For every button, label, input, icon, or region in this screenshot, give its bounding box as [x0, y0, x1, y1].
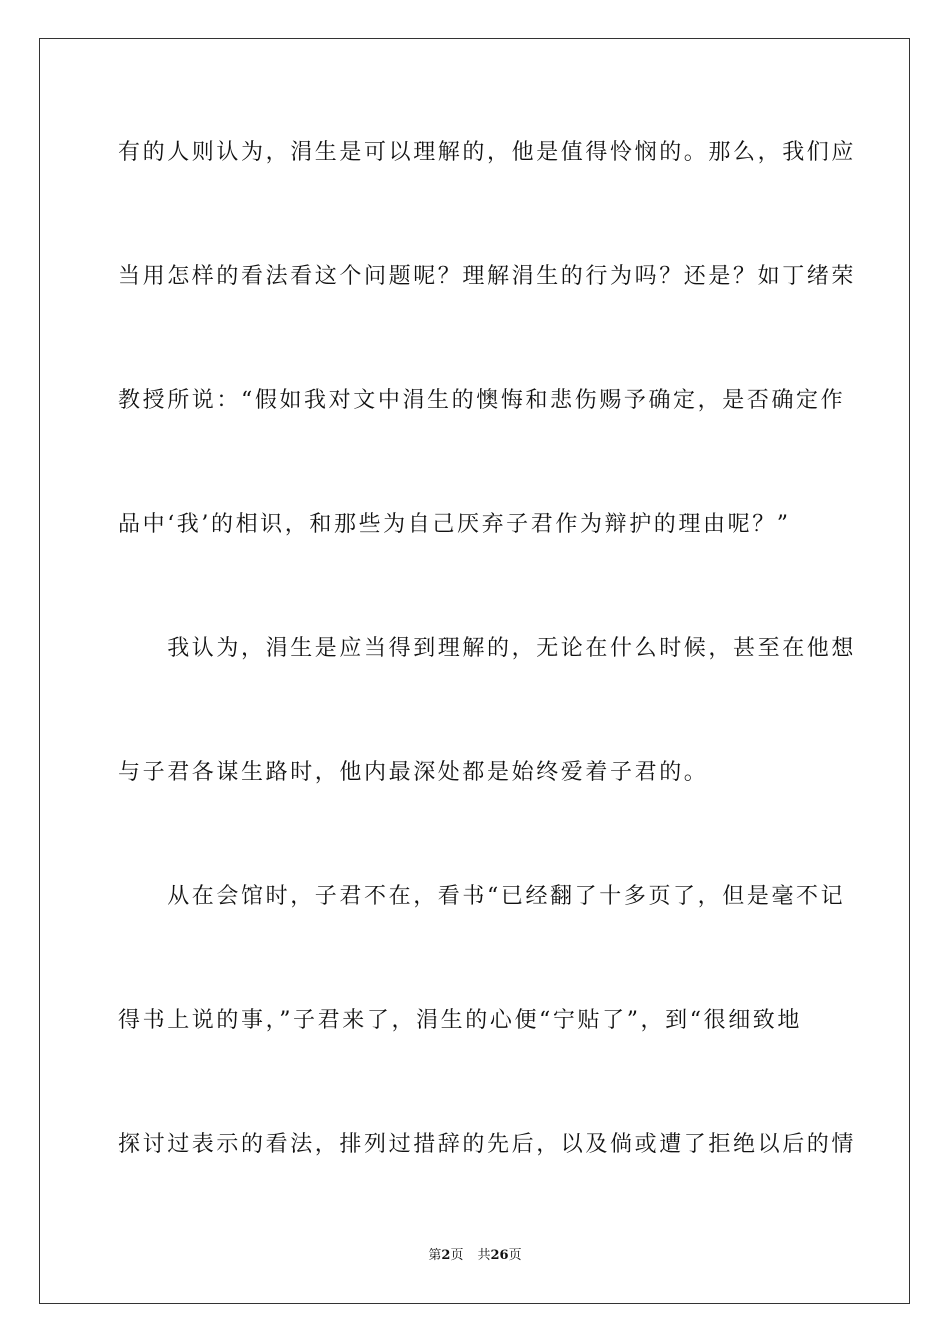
page-border — [39, 38, 910, 1304]
body-line-4: 品中‘我’的相识，和那些为自己厌弃子君作为辩护的理由呢？” — [118, 512, 791, 537]
page-suffix: 页 — [450, 1248, 464, 1263]
body-line-5: 我认为，涓生是应当得到理解的，无论在什么时候，甚至在他想 — [118, 636, 857, 661]
body-line-8: 得书上说的事，”子君来了，涓生的心便“宁贴了”，到“很细致地 — [118, 1008, 802, 1033]
page-footer — [0, 1247, 950, 1265]
body-line-6: 与子君各谋生路时，他内最深处都是始终爱着子君的。 — [118, 760, 709, 785]
page-number: 2 — [441, 1248, 451, 1263]
total-prefix: 共 — [477, 1248, 491, 1263]
page-prefix: 第 — [428, 1248, 442, 1263]
body-line-1: 有的人则认为，涓生是可以理解的，他是值得怜悯的。那么，我们应 — [118, 140, 857, 165]
body-line-9: 探讨过表示的看法，排列过措辞的先后，以及倘或遭了拒绝以后的情 — [118, 1132, 857, 1157]
body-line-3: 教授所说：“假如我对文中涓生的懊悔和悲伤赐予确定，是否确定作 — [118, 388, 846, 413]
body-line-2: 当用怎样的看法看这个问题呢？理解涓生的行为吗？还是？如丁绪荣 — [118, 264, 857, 289]
body-line-7: 从在会馆时，子君不在，看书“已经翻了十多页了，但是毫不记 — [118, 884, 846, 909]
total-pages: 26 — [490, 1248, 509, 1263]
total-suffix: 页 — [508, 1248, 522, 1263]
